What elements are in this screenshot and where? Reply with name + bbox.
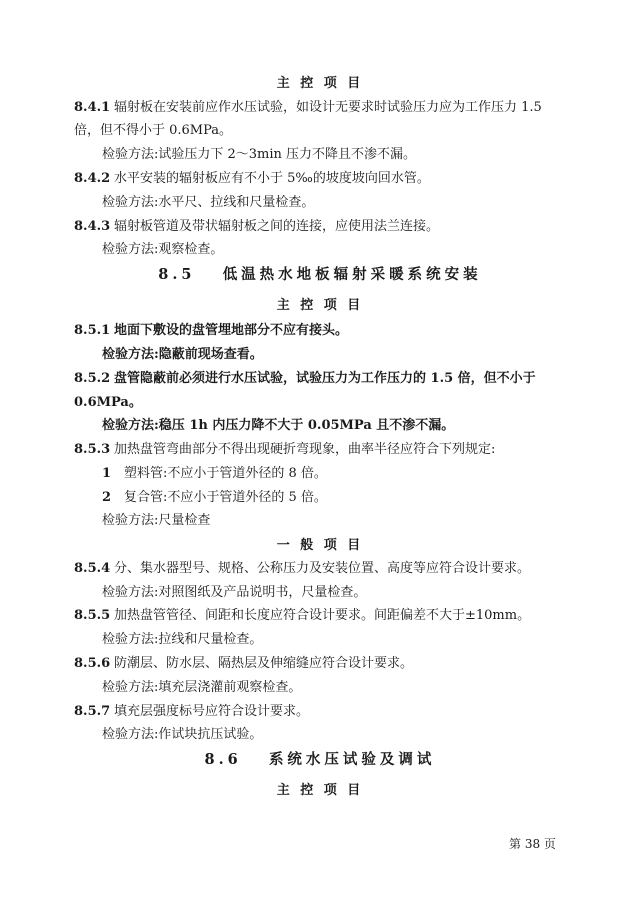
clause-text: 分、集水器型号、规格、公称压力及安装位置、高度等应符合设计要求。 [114,561,531,576]
section-title-8-6 [0,751,640,769]
clause-8-5-6 [74,655,640,673]
clause-text: 盘管隐蔽前必须进行水压试验，试验压力为工作压力的 1.5 倍，但不小于 [114,371,536,386]
inspection-method: 检验方法:水平尺、拉线和尺量检查。 [102,195,315,210]
clause-8-5-2 [74,370,640,388]
clause-8-4-2 [74,170,640,188]
inspection-method: 检验方法:作试块抗压试验。 [102,727,263,742]
section-number: 8.5 [158,266,196,283]
clause-text: 加热盘管弯曲部分不得出现硬折弯现象，曲率半径应符合下列规定: [114,442,496,457]
clause-8-5-7 [74,703,640,721]
clause-text: 辐射板管道及带状辐射板之间的连接，应使用法兰连接。 [114,219,440,234]
clause-8-4-3 [74,218,640,236]
clause-text: 填充层强度标号应符合设计要求。 [114,704,310,719]
clause-8-5-3 [74,441,640,459]
clause-number: 8.5.5 [74,608,111,623]
inspection-method: 检验方法:稳压 1h 内压力降不大于 0.05MPa 且不渗不漏。 [102,418,455,433]
clause-continuation: 0.6MPa。 [74,395,142,410]
clause-number: 8.4.3 [74,219,111,234]
clause-text: 防潮层、防水层、隔热层及伸缩缝应符合设计要求。 [114,656,414,671]
section-title-8-5 [0,266,640,284]
clause-text: 加热盘管管径、间距和长度应符合设计要求。间距偏差不大于±10mm。 [114,608,531,623]
sub-item [102,489,640,507]
inspection-method: 检验方法:对照图纸及产品说明书，尺量检查。 [102,585,367,600]
clause-number: 8.5.1 [74,323,111,338]
clause-number: 8.5.3 [74,442,111,457]
section-title: 系统水压试验及调试 [268,751,436,768]
clause-number: 8.4.2 [74,171,111,186]
clause-number: 8.5.2 [74,371,111,386]
inspection-method: 检验方法:隐蔽前现场查看。 [102,347,263,362]
sub-item-number: 1 [102,466,112,481]
section-number: 8.6 [204,751,242,768]
clause-8-4-1 [74,99,640,117]
clause-8-5-4 [74,560,640,578]
section-heading: 主 控 项 目 [276,76,364,91]
inspection-method: 检验方法:拉线和尺量检查。 [102,632,263,647]
sub-item-number: 2 [102,490,112,505]
sub-item-text: 塑料管:不应小于管道外径的 8 倍。 [124,466,327,481]
inspection-method: 检验方法:尺量检查 [102,513,211,528]
clause-text: 地面下敷设的盘管埋地部分不应有接头。 [114,323,349,338]
section-heading: 主 控 项 目 [276,298,364,313]
clause-text: 水平安装的辐射板应有不小于 5‰的坡度坡向回水管。 [114,171,430,186]
clause-text: 辐射板在安装前应作水压试验，如设计无要求时试验压力应为工作压力 1.5 [114,100,542,115]
clause-number: 8.5.7 [74,704,111,719]
inspection-method: 检验方法:观察检查。 [102,242,224,257]
inspection-method: 检验方法:填充层浇灌前观察检查。 [102,680,302,695]
clause-8-5-1 [74,322,640,340]
clause-8-5-5 [74,607,640,625]
sub-item-text: 复合管:不应小于管道外径的 5 倍。 [124,490,327,505]
section-title: 低温热水地板辐射采暖系统安装 [222,266,482,283]
section-heading: 主 控 项 目 [276,783,364,798]
sub-item [102,465,640,483]
clause-number: 8.5.6 [74,656,111,671]
clause-continuation: 倍，但不得小于 0.6MPa。 [74,123,233,138]
clause-number: 8.4.1 [74,100,111,115]
section-heading: 一 般 项 目 [276,538,364,553]
page-number: 第 38 页 [509,837,556,851]
inspection-method: 检验方法:试验压力下 2～3min 压力不降且不渗不漏。 [102,147,417,162]
clause-number: 8.5.4 [74,561,111,576]
